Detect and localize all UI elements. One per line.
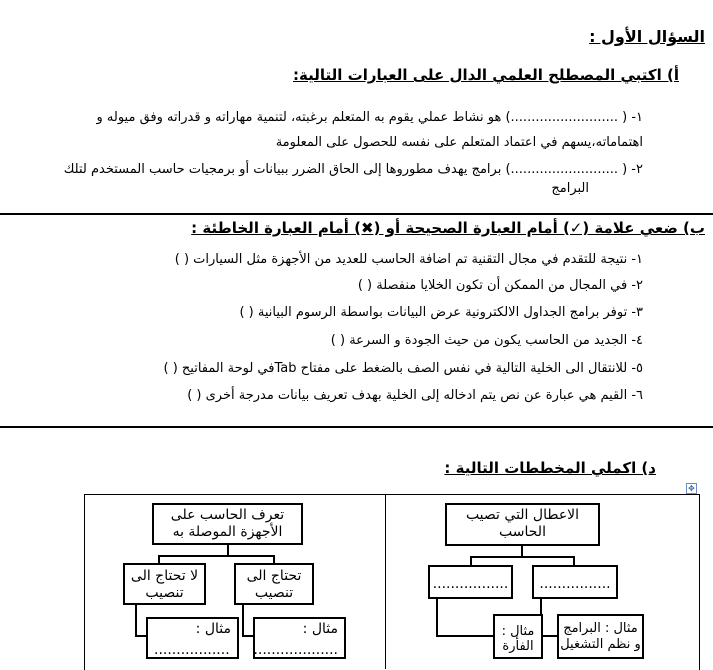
part-d-heading: د) اكملي المخططات التالية : bbox=[444, 459, 656, 477]
question-title: السؤال الأول : bbox=[589, 27, 705, 46]
left-diagram-left-example bbox=[146, 617, 239, 659]
part-b-item-3: ٣- توفر برامج الجداول الالكترونية عرض البيانات بواسطة الرسوم البيانية ( ) bbox=[239, 305, 643, 320]
diagram-frame-divider bbox=[385, 494, 386, 669]
part-b-item-5: ٥- للانتقال الى الخلية التالية في نفس الصف بالضغط على مفتاح Tabفي لوحة المفاتيح ( ) bbox=[163, 361, 643, 376]
left-diagram-root: تعرف الحاسب على الأجهزة الموصلة به bbox=[152, 503, 303, 545]
part-a-heading: أ) اكتبي المصطلح العلمي الدال على العبارات التالية: bbox=[293, 66, 679, 84]
part-b-heading: ب) ضعي علامة (✓) أمام العبارة الصحيحة أو (✖) أمام العبارة الخاطئة : bbox=[191, 219, 705, 237]
part-b-item-4: ٤- الجديد من الحاسب يكون من حيث الجودة و السرعة ( ) bbox=[330, 333, 643, 348]
right-example-dots: ................... bbox=[253, 642, 338, 658]
right-diagram-root: الاعطال التي تصيب الحاسب bbox=[445, 503, 600, 546]
section-divider-1 bbox=[0, 213, 713, 215]
left-example-dots: ................. bbox=[154, 642, 230, 658]
connector bbox=[158, 555, 274, 557]
left-example-label: مثال : bbox=[195, 621, 231, 637]
part-a-item-2-line-2: البرامج bbox=[551, 181, 589, 196]
part-b-item-2: ٢- في المجال من الممكن أن تكون الخلايا منفصلة ( ) bbox=[357, 278, 643, 293]
connector bbox=[242, 605, 244, 636]
left-diagram-right-example bbox=[253, 617, 346, 659]
right-diagram-left-child: ................. bbox=[428, 565, 513, 599]
right-diagram-right-example: مثال : البرامج و نظم التشغيل bbox=[557, 614, 644, 659]
left-diagram-right-child: تحتاج الى تنصيب bbox=[234, 563, 314, 605]
right-diagram-left-example: مثال : الفأرة bbox=[493, 614, 543, 659]
part-a-item-2-line-1: ٢- ( ..........................) برامج يهدف مطوروها إلى الحاق الضرر ببيانات أو برمجيات حاسب المستخدم لتلك bbox=[63, 162, 643, 177]
part-a-item-1-line-2: اهتماماته،يسهم في اعتماد المتعلم على نفسه للحصول على المعلومة bbox=[275, 135, 643, 150]
table-move-handle-icon[interactable]: ✥ bbox=[686, 483, 697, 494]
right-diagram-right-child: ................ bbox=[532, 565, 618, 599]
part-b-item-6: ٦- القيم هي عبارة عن نص يتم ادخاله إلى الخلية بهدف تعريف بيانات مدرجة أخرى ( ) bbox=[187, 388, 643, 403]
connector bbox=[436, 599, 438, 636]
connector bbox=[470, 556, 574, 558]
connector bbox=[436, 635, 493, 637]
left-diagram-left-child: لا تحتاج الى تنصيب bbox=[123, 563, 206, 605]
part-b-item-1: ١- نتيجة للتقدم في مجال التقنية تم اضافة الحاسب للعديد من الأجهزة مثل السيارات ( ) bbox=[174, 252, 643, 267]
connector bbox=[135, 605, 137, 636]
part-a-item-1-line-1: ١- ( ..........................) هو نشاط عملي يقوم به المتعلم برغبته، لتنمية مهاراته و قدراته وفق ميوله و bbox=[96, 110, 643, 125]
right-example-label: مثال : bbox=[302, 621, 338, 637]
connector bbox=[521, 546, 523, 556]
connector bbox=[227, 545, 229, 555]
section-divider-2 bbox=[0, 426, 713, 428]
